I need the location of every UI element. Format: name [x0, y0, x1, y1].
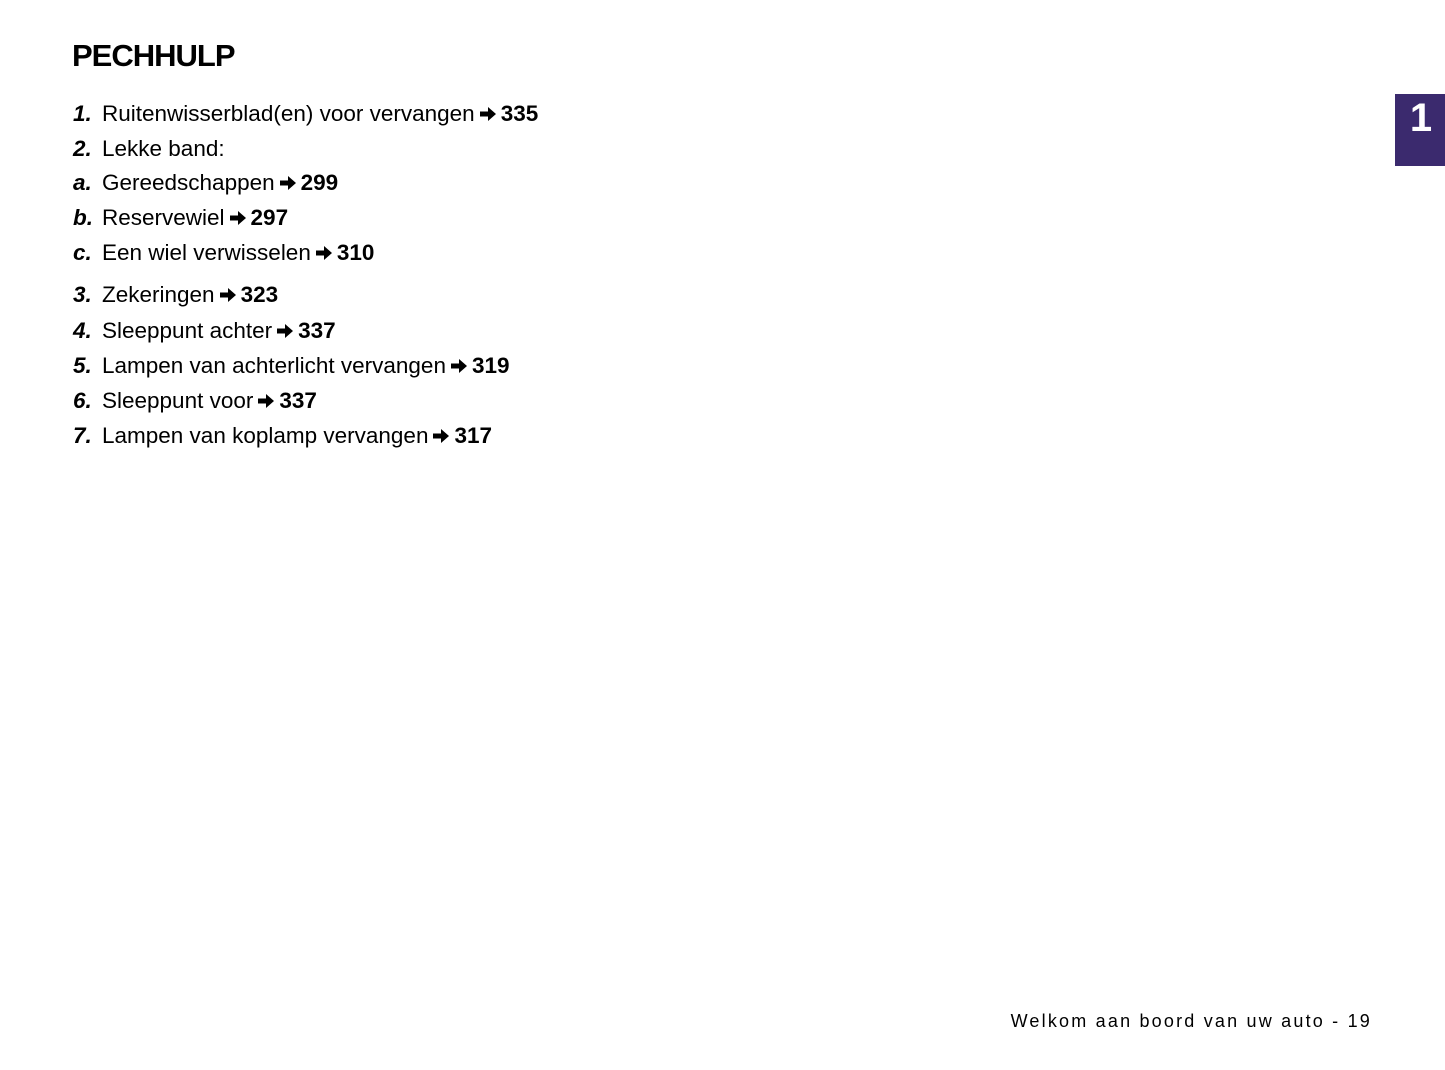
right-arrow-icon — [432, 428, 450, 444]
item-marker: 7. — [73, 423, 92, 448]
item-text: Een wiel verwisselen — [102, 240, 311, 265]
list-item — [73, 350, 510, 382]
item-text: Sleeppunt voor — [102, 388, 254, 413]
item-text: Gereedschappen — [102, 170, 275, 195]
page-reference: 317 — [454, 423, 493, 448]
chapter-number: 1 — [1409, 96, 1433, 140]
page-reference: 337 — [279, 388, 317, 413]
item-marker: 6. — [73, 388, 92, 413]
item-text: Lampen van koplamp vervangen — [102, 423, 429, 448]
list-item — [73, 420, 492, 452]
list-item — [73, 167, 338, 199]
page-title: PECHHULP — [72, 38, 235, 73]
item-text: Zekeringen — [102, 282, 215, 307]
right-arrow-icon — [279, 175, 297, 191]
list-item — [73, 315, 336, 347]
right-arrow-icon — [315, 245, 333, 261]
item-marker: 2. — [73, 136, 92, 161]
page-reference: 310 — [336, 240, 375, 265]
page-reference: 335 — [500, 101, 539, 126]
item-marker: b. — [73, 205, 93, 230]
item-marker: 4. — [73, 318, 92, 343]
page-reference: 297 — [250, 205, 289, 230]
item-text: Lampen van achterlicht vervangen — [102, 353, 446, 378]
page-footer: Welkom aan boord van uw auto - 19 — [1010, 1011, 1372, 1031]
list-item — [73, 237, 374, 269]
right-arrow-icon — [276, 323, 294, 339]
list-item — [73, 133, 225, 165]
page-reference: 299 — [300, 170, 339, 195]
list-item — [73, 98, 538, 130]
item-marker: c. — [73, 240, 92, 265]
right-arrow-icon — [450, 358, 468, 374]
chapter-tab — [1395, 94, 1445, 166]
right-arrow-icon — [479, 106, 497, 122]
list-item — [73, 279, 278, 311]
list-item — [73, 385, 317, 417]
page-reference: 319 — [471, 353, 510, 378]
item-marker: 5. — [73, 353, 92, 378]
page-reference: 337 — [298, 318, 336, 343]
item-marker: 3. — [73, 282, 92, 307]
item-marker: 1. — [73, 101, 92, 126]
item-text: Ruitenwisserblad(en) voor vervangen — [102, 101, 475, 126]
page-reference: 323 — [240, 282, 279, 307]
item-text: Reservewiel — [102, 205, 225, 230]
item-marker: a. — [73, 170, 92, 195]
item-text: Lekke band: — [102, 136, 225, 161]
item-text: Sleeppunt achter — [102, 318, 273, 343]
right-arrow-icon — [219, 287, 237, 303]
right-arrow-icon — [229, 210, 247, 226]
list-item — [73, 202, 288, 234]
right-arrow-icon — [257, 393, 275, 409]
